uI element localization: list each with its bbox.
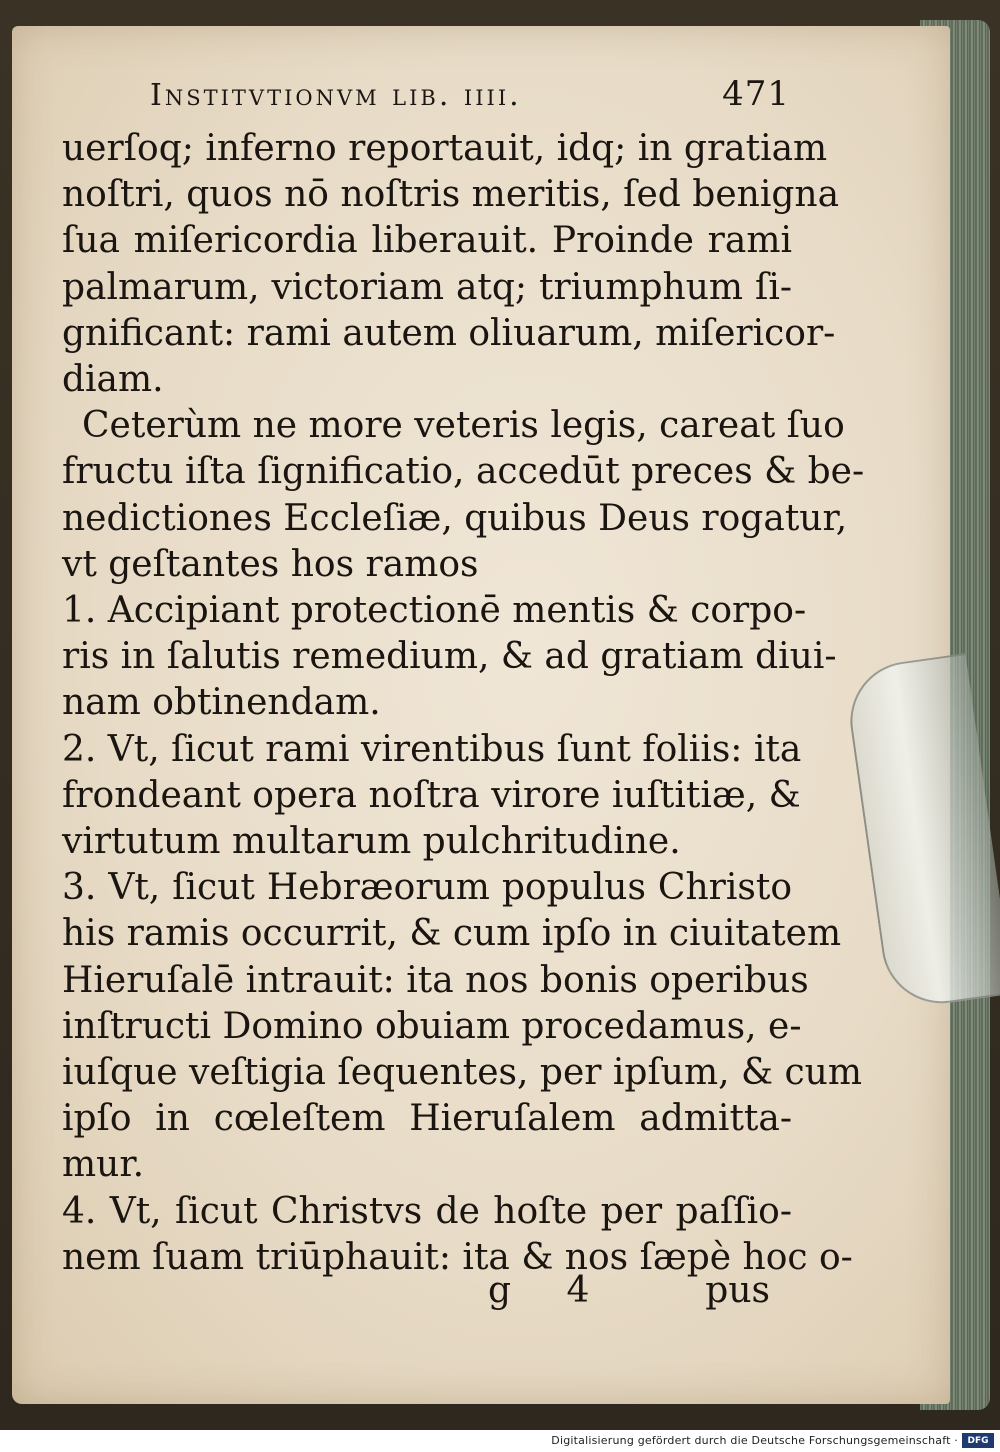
text-line: nem ſuam triūphauit: ita & nos ſæpè hoc o- [62,1236,853,1278]
text-line: frondeant opera noſtra virore iuſtitiæ, & [62,774,801,816]
text-line: 1. Accipiant protectionē mentis & corpo- [62,590,807,632]
text-line: vt geſtantes hos ramos [62,543,479,585]
text-line: Hieruſalē intrauit: ita nos bonis operibus [62,959,809,1001]
text-line: his ramis occurrit, & cum ipſo in ciuitatem [62,913,842,955]
text-line: palmarum, victoriam atq; triumphum ſi- [62,266,792,308]
dfg-logo: DFG [962,1433,994,1448]
running-title: Institvtionvm lib. iiii. [150,78,522,113]
text-line: 3. Vt, ſicut Hebræorum populus Christo [62,867,792,909]
text-line: ris in ſalutis remedium, & ad gratiam diui- [62,636,837,678]
text-line: nam obtinendam. [62,682,381,724]
text-line: ipſo in cœleſtem Hieruſalem admitta- [62,1098,792,1140]
text-line: uerſoq; inferno reportauit, idq; in gratiam [62,128,828,169]
page-number: 471 [722,74,790,114]
page-footer [480,1270,770,1320]
text-line: Ceterùm ne more veteris legis, careat ſuo [82,405,845,447]
text-line: inſtructi Domino obuiam procedamus, e- [62,1005,802,1047]
digitization-credit: Digitalisierung gefördert durch die Deutsche Forschungsgemeinschaft · [551,1434,958,1447]
signature-mark: g 4 [488,1270,612,1311]
text-line: ſua miſericordia liberauit. Proinde rami [62,220,792,262]
text-line: nedictiones Eccleſiæ, quibus Deus rogatur, [62,497,848,539]
text-line: 4. Vt, ſicut Christvs de hoſte per paſſio- [62,1190,792,1232]
text-line: diam. [62,359,164,401]
text-line: 2. Vt, ſicut rami virentibus ſunt foliis: ita [62,728,802,770]
text-line: fructu iſta ſignificatio, accedūt preces & be- [62,451,865,493]
text-line: mur. [62,1144,145,1186]
page-header [150,74,790,118]
text-line: noſtri, quos nō noſtris meritis, ſed benigna [62,174,840,216]
text-line: iuſque veſtigia ſequentes, per ipſum, & cum [62,1052,862,1094]
text-line: gnificant: rami autem oliuarum, miſericor- [62,312,836,354]
body-text [62,126,865,1281]
text-line: virtutum multarum pulchritudine. [62,821,681,863]
catchword: pus [705,1270,770,1311]
